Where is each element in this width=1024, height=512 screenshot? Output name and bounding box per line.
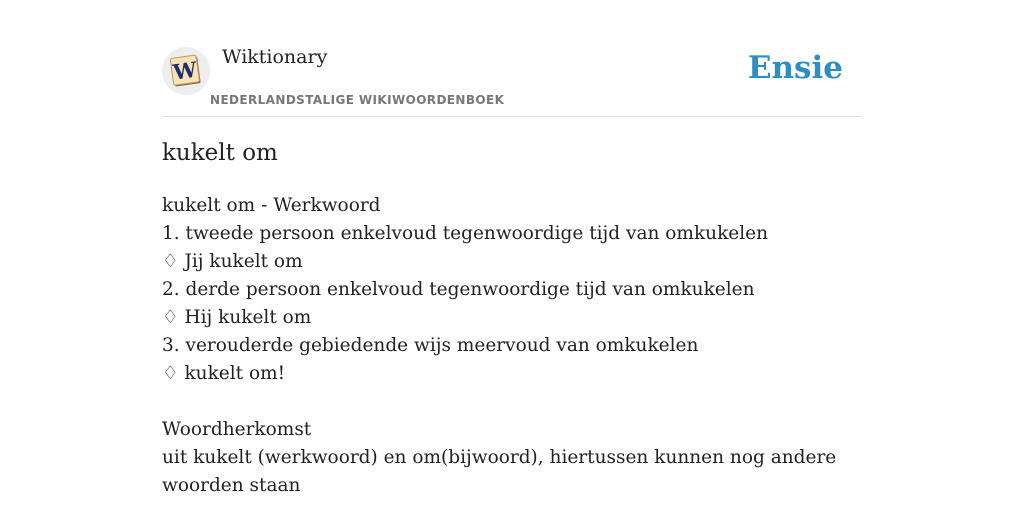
- definition-3: 3. verouderde gebiedende wijs meervoud van omkukelen: [162, 335, 699, 356]
- spacer: [162, 388, 862, 416]
- etymology-text: uit kukelt (werkwoord) en om(bijwoord), hiertussen kunnen nog andere woorden staan: [162, 447, 837, 496]
- definition-2: 2. derde persoon enkelvoud tegenwoordige tijd van omkukelen: [162, 279, 755, 300]
- entry-content: [162, 192, 862, 500]
- site-header: [162, 0, 862, 117]
- site-name[interactable]: Wiktionary: [222, 46, 328, 68]
- definition-1: 1. tweede persoon enkelvoud tegenwoordige tijd van omkukelen: [162, 223, 769, 244]
- page: [162, 0, 862, 496]
- page-title: kukelt om: [162, 140, 278, 166]
- ensie-brand-link[interactable]: Ensie: [747, 50, 843, 86]
- example-1: ♢ Jij kukelt om: [162, 251, 303, 272]
- logo-letter: W: [171, 56, 199, 85]
- example-2: ♢ Hij kukelt om: [162, 307, 312, 328]
- entry-heading: kukelt om - Werkwoord: [162, 195, 381, 216]
- wiktionary-logo-icon[interactable]: [162, 47, 210, 95]
- etymology-heading: Woordherkomst: [162, 419, 312, 440]
- site-subtitle: NEDERLANDSTALIGE WIKIWOORDENBOEK: [210, 93, 505, 107]
- example-3: ♢ kukelt om!: [162, 363, 286, 384]
